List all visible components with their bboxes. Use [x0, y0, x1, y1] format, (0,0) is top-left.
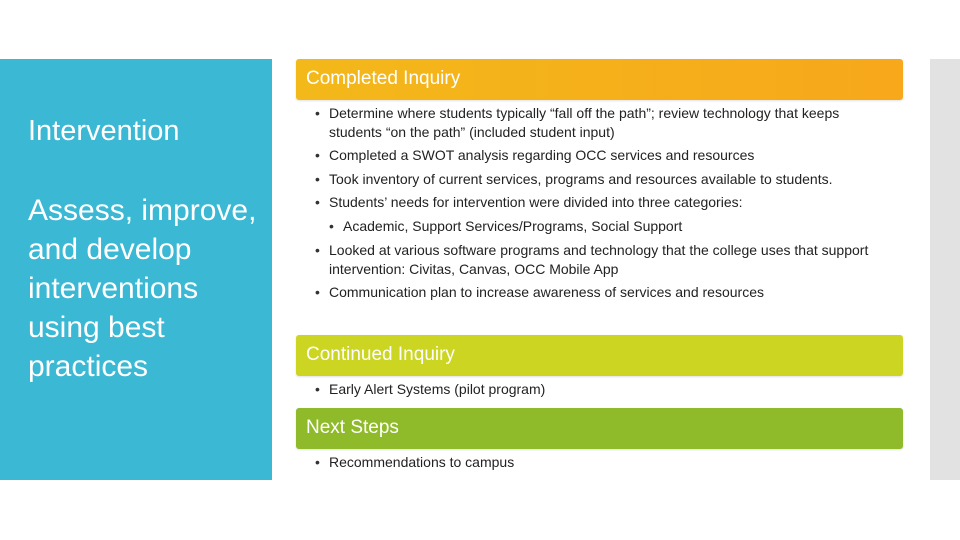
next-steps-header [296, 408, 903, 449]
list-item: • Looked at various software programs and technology that the college uses that support intervention: Civitas, Canvas, OCC Mobile App [315, 241, 895, 279]
list-item: • Took inventory of current services, programs and resources available to students. [315, 170, 895, 189]
slide-subtitle: Assess, improve, and develop interventions using best practices [28, 194, 257, 383]
completed-inquiry-header [296, 59, 903, 100]
list-item: • Early Alert Systems (pilot program) [315, 380, 895, 399]
next-steps-list [315, 453, 895, 472]
list-item: • Students’ needs for intervention were divided into three categories: [315, 193, 895, 212]
next-steps-heading: Next Steps [306, 417, 399, 438]
right-accent-bar [930, 59, 960, 480]
list-item: • Determine where students typically “fall off the path”; review technology that keeps students “on the path” (included student input) [315, 104, 895, 142]
completed-inquiry-heading: Completed Inquiry [306, 68, 461, 89]
continued-inquiry-list [315, 380, 895, 399]
continued-inquiry-heading: Continued Inquiry [306, 344, 455, 365]
completed-inquiry-list [315, 104, 895, 306]
slide-title: Intervention [28, 115, 180, 147]
list-item: • Recommendations to campus [315, 453, 895, 472]
list-item: • Communication plan to increase awareness of services and resources [315, 283, 895, 302]
list-item: • Completed a SWOT analysis regarding OCC services and resources [315, 146, 895, 165]
list-item: • Academic, Support Services/Programs, Social Support [329, 217, 895, 236]
continued-inquiry-header [296, 335, 903, 376]
